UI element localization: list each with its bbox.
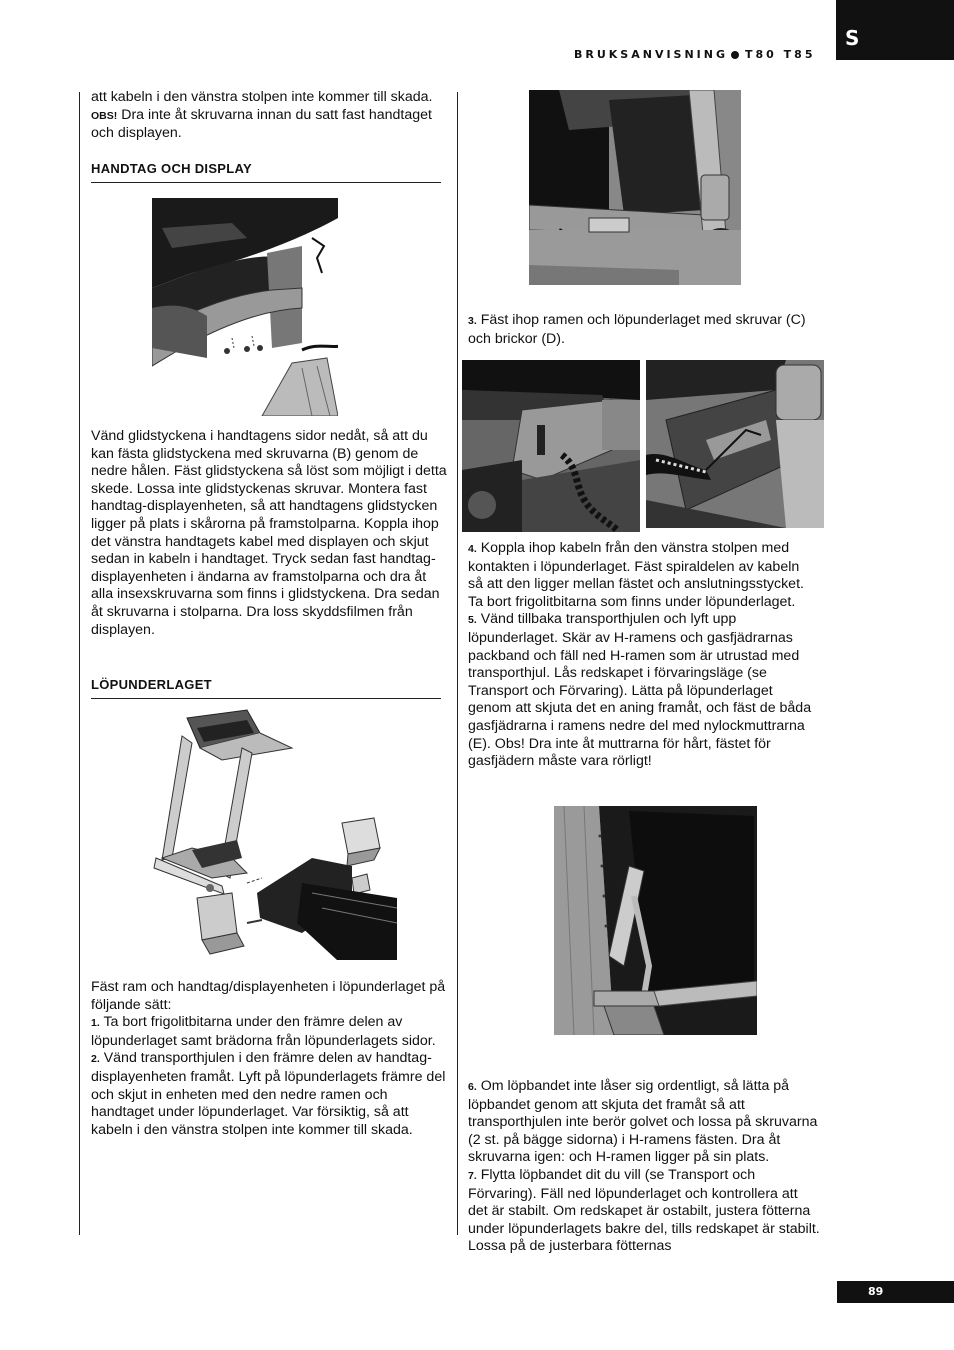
h-frame-photo <box>554 806 757 1035</box>
lopunderlaget-intro: Fäst ram och handtag/displayenheten i löpunderlaget på följande sätt: <box>91 979 446 1013</box>
step-5-number: 5. <box>468 614 477 627</box>
step-6 <box>468 1078 820 1167</box>
step-7-number: 7. <box>468 1169 477 1182</box>
step-4-text: Koppla ihop kabeln från den vänstra stolpen med kontakten i löpunderlaget. Fäst spiraldelen av kabeln så att den ligger mellan fästet och anslutningsstycket. Ta bort frigolitbitarna som finns under löpunderlaget. <box>468 540 804 610</box>
heading-lopunderlaget: LÖPUNDERLAGET <box>91 677 441 699</box>
transport-wheel-photo <box>529 90 741 285</box>
section-tab-label: S <box>845 26 860 50</box>
intro-paragraph <box>91 89 446 143</box>
frame-assembly-illustration <box>152 708 397 960</box>
step-3-text: Fäst ihop ramen och löpunderlaget med skruvar (C) och brickor (D). <box>468 312 806 347</box>
section-tab <box>836 0 954 60</box>
header-model: T80 T85 <box>745 48 816 61</box>
step-6-text: Om löpbandet inte låser sig ordentligt, så lätta på löpbandet genom att skjuta det framåt så att transporthjulen inte berör golvet och lossa på skruvarna (2 st. på bägge sidorna) i H-ramens fästen. Dra åt skruvarna igen: och H-ramen ligger på sin plats. <box>468 1078 818 1166</box>
heading-handtag-display: HANDTAG OCH DISPLAY <box>91 161 441 183</box>
header-manual-title: BRUKSANVISNING <box>574 48 729 61</box>
step-6-number: 6. <box>468 1081 477 1093</box>
step-5-text: Vänd tillbaka transporthjulen och lyft upp löpunderlaget. Skär av H-ramens och gasfjädrarnas packband och fäll ned H-ramen som är utrustad med transporthjul. Lås redskapet i förvaringsläge (se Transport och Förvaring). Lätta på löpunderlaget genom att skjuta det en aning framåt, och fäst de båda gasfjädrarna i ramens nedre del med nylockmuttrarna (E). Obs! Dra inte åt muttrarna för hårt, fästet för gasfjädern måste vara rörligt! <box>468 611 812 770</box>
step-4 <box>468 540 818 611</box>
gas-spring-photo <box>646 360 824 528</box>
steps-4-5 <box>468 540 818 771</box>
obs-label: OBS! <box>91 109 118 122</box>
handlebar-display-illustration <box>152 198 338 416</box>
step-1-number: 1. <box>91 1017 100 1030</box>
left-margin-rule <box>79 92 80 1235</box>
step-3 <box>468 312 818 348</box>
step-2-number: 2. <box>91 1053 100 1066</box>
step-3-number: 3. <box>468 315 477 327</box>
intro-text: att kabeln i den vänstra stolpen inte kommer till skada. <box>91 89 433 105</box>
bullet-icon <box>731 51 739 59</box>
step-4-number: 4. <box>468 543 477 555</box>
step-7 <box>468 1167 820 1256</box>
cable-connector-photo <box>462 360 640 532</box>
step-1 <box>91 1014 447 1050</box>
page-number: 89 <box>868 1285 884 1298</box>
intro-text-2: Dra inte åt skruvarna innan du satt fast handtaget och displayen. <box>91 106 432 142</box>
step-2-text: Vänd transporthjulen i den främre delen av handtag-displayenheten framåt. Lyft på löpunderlagets främre del och skjut in enheten med den nedre ramen och handtaget under löpunderlaget. Var försiktig, så att kabeln i den vänstra stolpen inte kommer till skada. <box>91 1050 446 1138</box>
column-divider <box>457 92 458 1235</box>
step-5 <box>468 611 818 770</box>
page-number-box <box>837 1281 954 1303</box>
step-2 <box>91 1050 447 1139</box>
lopunderlaget-steps <box>91 979 447 1139</box>
steps-6-7 <box>468 1078 820 1256</box>
step-1-text: Ta bort frigolitbitarna under den främre delen av löpunderlaget samt brädorna från löpunderlagets sidor. <box>91 1014 436 1049</box>
handtag-display-paragraph: Vänd glidstyckena i handtagens sidor nedåt, så att du kan fästa glidstyckena med skruvarna (B) genom de nedre hålen. Fäst glidstyckena så löst som möjligt i detta skede. Lossa inte glidstyckenas skruvar. Montera fast handtag-displayenheten, så att handtagens glidstycken ligger på plats i skårorna på framstolparna. Koppla ihop det vänstra handtagets kabel med displayen och skjut sedan in kabeln i handtaget. Tryck sedan fast handtag-displayenheten i ändarna av framstolparna och dra åt alla insexskruvarna som finns i glidstyckena. Dra sedan åt skruvarna i stolparna. Dra loss skyddsfilmen från displayen. <box>91 428 447 638</box>
step-7-text: Flytta löpbandet dit du vill (se Transport och Förvaring). Fäll ned löpunderlaget och kontrollera att det är stabilt. Om redskapet är ostabilt, justera fötterna under löpunderlagets bakre del, tills redskapet är stabilt. Lossa på de justerbara fötternas <box>468 1166 820 1255</box>
running-header <box>574 48 815 61</box>
